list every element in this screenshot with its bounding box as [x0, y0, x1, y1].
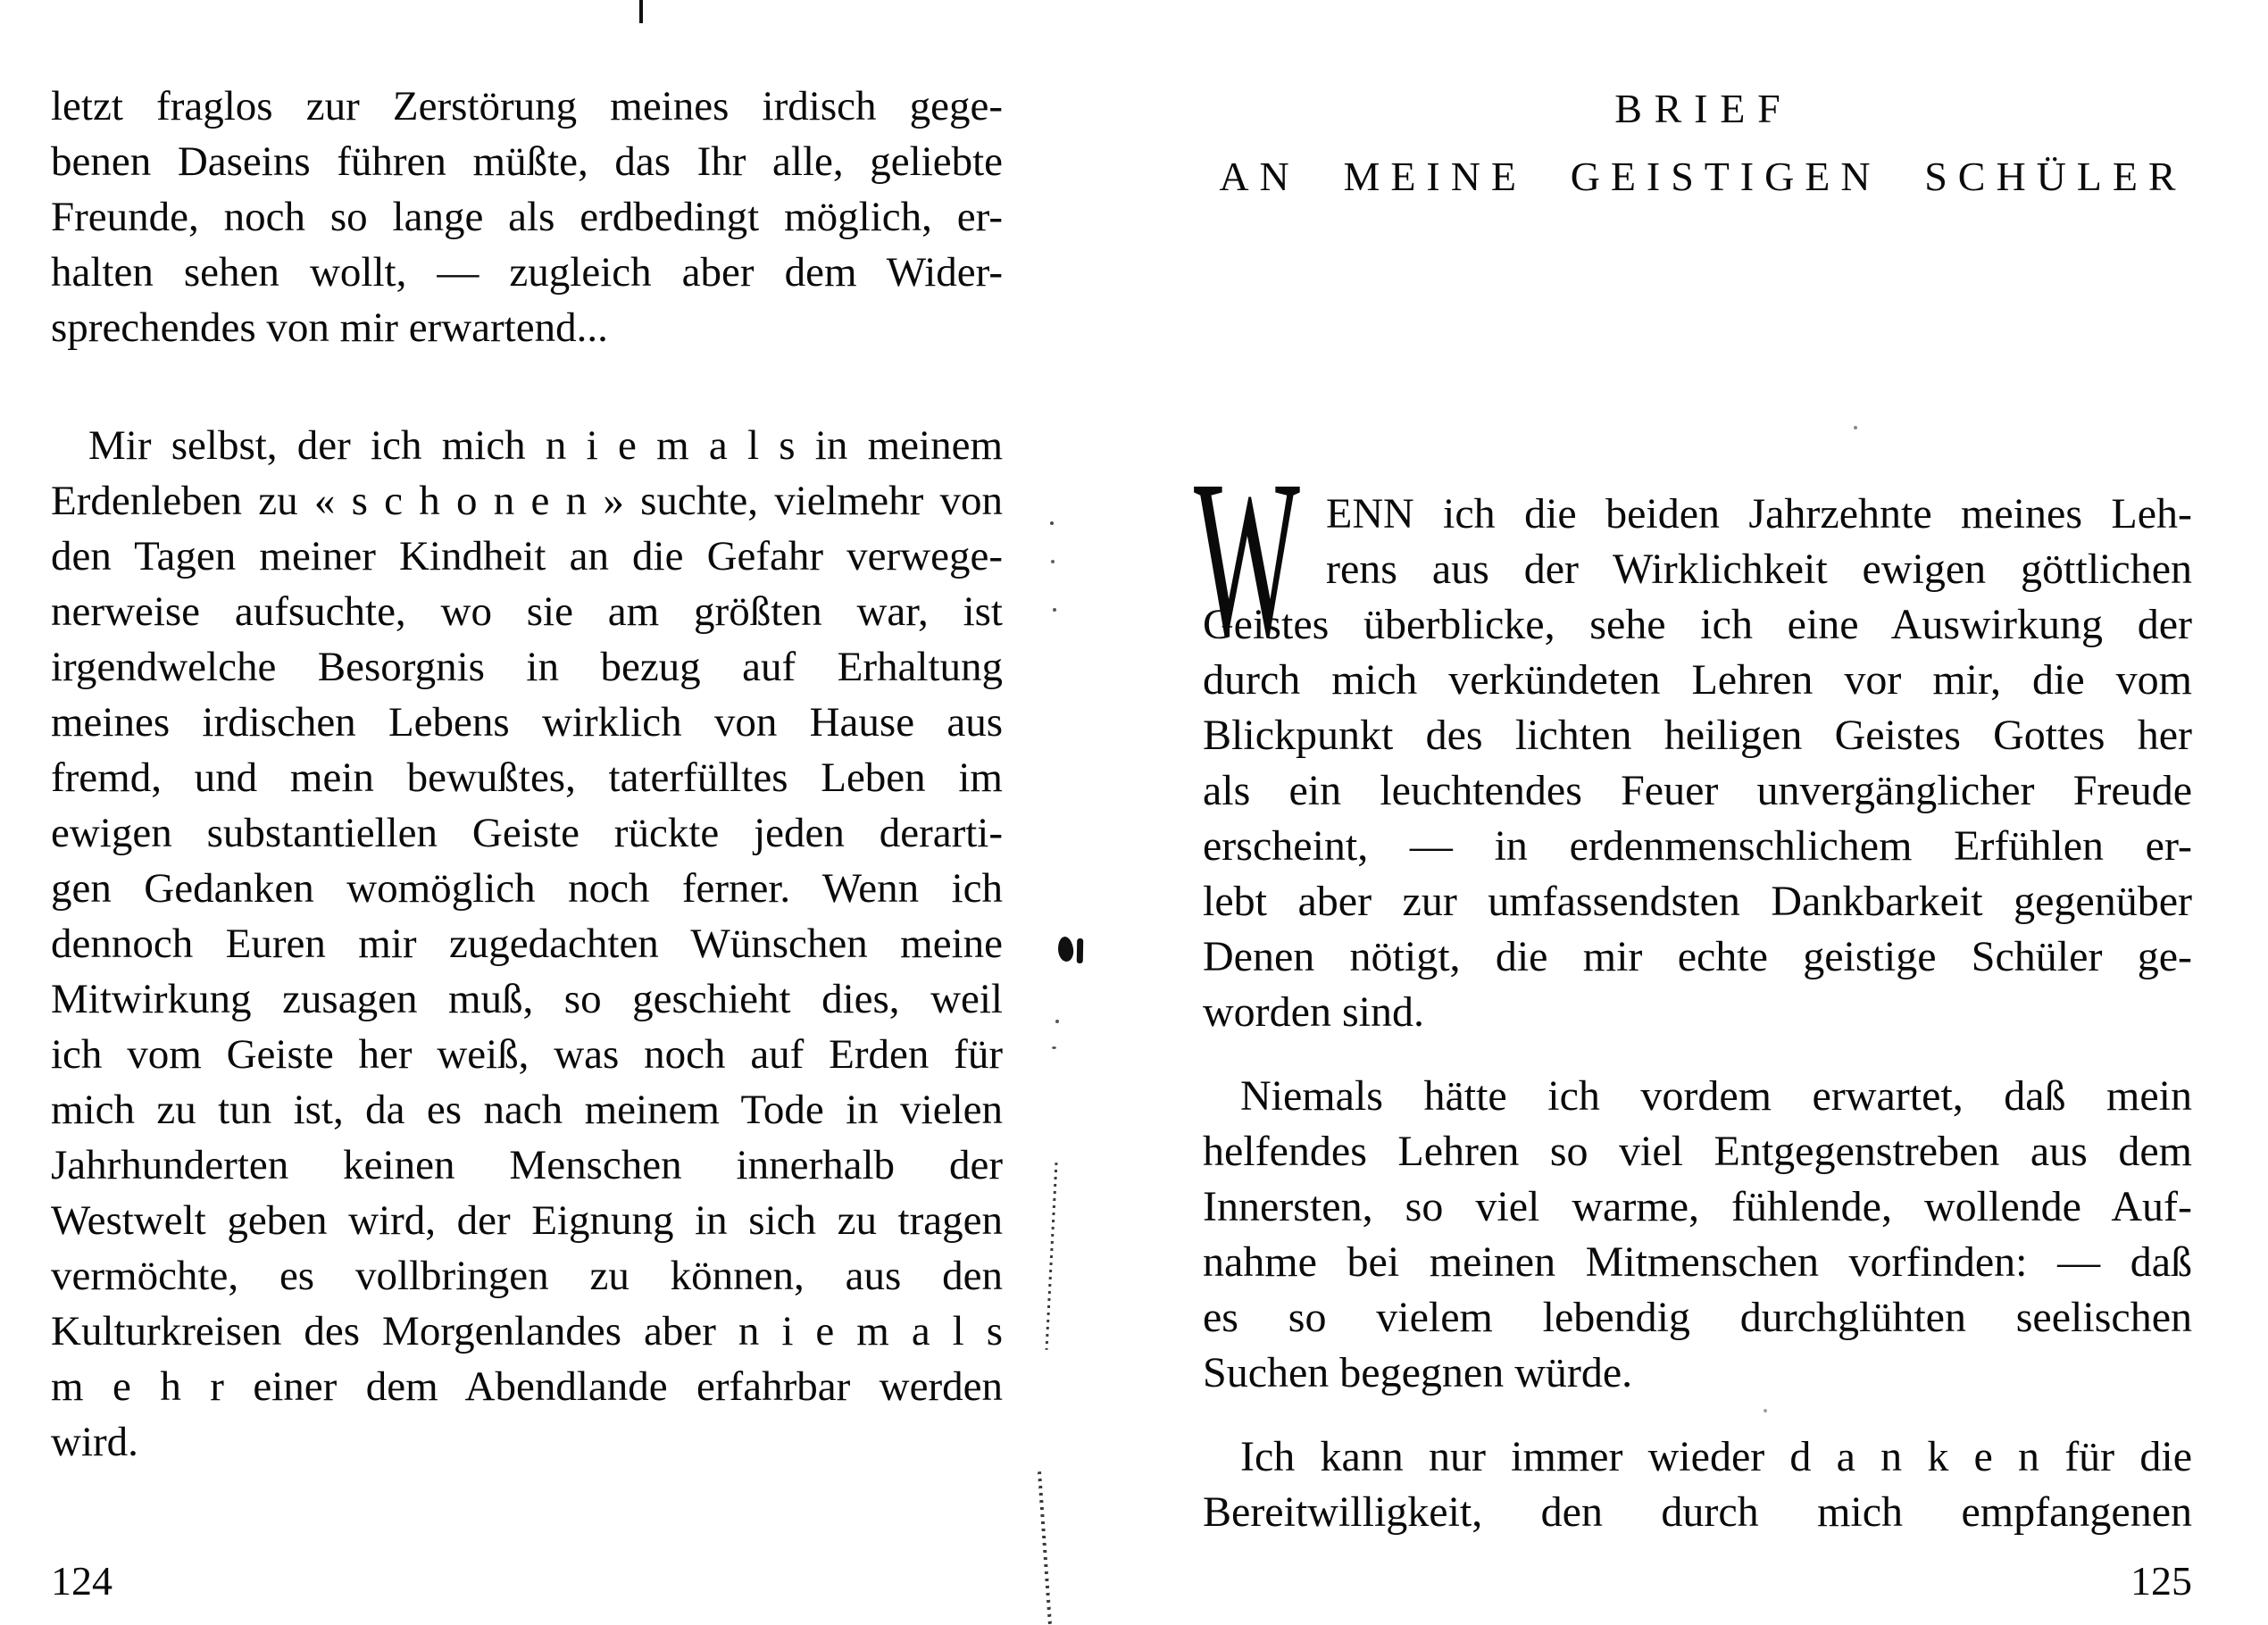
text-line: Innersten, so viel warme, fühlende, wollende Auf- — [1203, 1183, 2192, 1230]
paragraph — [51, 79, 1003, 355]
text-line: fremd, und mein bewußtes, taterfülltes Leben im — [51, 754, 1003, 801]
text-line: ich vom Geiste her weiß, was noch auf Erden für — [51, 1031, 1003, 1078]
left-page-text-column — [51, 79, 1003, 1470]
gutter-speck — [1055, 1020, 1059, 1023]
right-page-text-column — [1194, 433, 2192, 1540]
text-line: vermöchte, es vollbringen zu können, aus den — [51, 1253, 1003, 1299]
text-line: Mir selbst, der ich mich n i e m a l s in meinem — [88, 422, 1003, 469]
left-page-number: 124 — [51, 1558, 113, 1604]
text-line: meines irdischen Lebens wirklich von Hause aus — [51, 699, 1003, 746]
text-line: worden sind. — [1203, 988, 1424, 1036]
text-line: halten sehen wollt, — zugleich aber dem Wider- — [51, 249, 1003, 296]
text-line: nahme bei meinen Mitmenschen vorfinden: — daß — [1203, 1238, 2192, 1286]
text-line: Suchen begegnen würde. — [1203, 1349, 1633, 1396]
binding-scratch — [1046, 1162, 1058, 1350]
text-line: Niemals hätte ich vordem erwartet, daß mein — [1240, 1072, 2192, 1120]
text-line: Kulturkreisen des Morgenlandes aber n i e m a l s — [51, 1308, 1003, 1354]
binding-scratch — [1038, 1471, 1052, 1625]
chapter-title — [1203, 82, 2192, 204]
text-line: helfendes Lehren so viel Entgegenstreben aus dem — [1203, 1128, 2192, 1175]
paragraph — [51, 418, 1003, 1470]
gutter-speck — [1052, 1046, 1056, 1049]
paragraph — [1194, 433, 2192, 1040]
text-line: ENN ich die beiden Jahrzehnte meines Leh- — [1326, 490, 2192, 538]
text-line: gen Gedanken womöglich noch ferner. Wenn ich — [51, 865, 1003, 912]
chapter-title-line-1: BRIEF — [1614, 86, 1793, 131]
text-line: den Tagen meiner Kindheit an die Gefahr verwege- — [51, 533, 1003, 579]
text-line: erscheint, — in erdenmenschlichem Erfühlen er- — [1203, 822, 2192, 870]
text-line: sprechendes von mir erwartend... — [51, 304, 608, 351]
text-line: durch mich verkündeten Lehren vor mir, die vom — [1203, 656, 2192, 704]
text-line: nerweise aufsuchte, wo sie am größten war, ist — [51, 588, 1003, 635]
text-line: Erdenleben zu « s c h o n e n » suchte, vielmehr von — [51, 478, 1003, 524]
gutter-speck — [1053, 608, 1056, 612]
text-line: Jahrhunderten keinen Menschen innerhalb der — [51, 1142, 1003, 1188]
text-line: Mitwirkung zusagen muß, so geschieht dies, weil — [51, 976, 1003, 1022]
text-line: wird. — [51, 1419, 138, 1465]
text-line: es so vielem lebendig durchglühten seelischen — [1203, 1294, 2192, 1341]
text-line: benen Daseins führen müßte, das Ihr alle, geliebte — [51, 138, 1003, 185]
text-line: Blickpunkt des lichten heiligen Geistes Gottes her — [1203, 712, 2192, 759]
text-line: Bereitwilligkeit, den durch mich empfangenen — [1203, 1488, 2192, 1536]
scan-tick-mark — [639, 0, 643, 23]
gutter-speck — [1051, 560, 1055, 563]
gutter-speck — [1050, 521, 1054, 525]
text-line: Westwelt geben wird, der Eignung in sich zu tragen — [51, 1197, 1003, 1244]
text-line: mich zu tun ist, da es nach meinem Tode in vielen — [51, 1087, 1003, 1133]
text-line: Ich kann nur immer wieder d a n k e n für die — [1240, 1433, 2192, 1480]
right-page-number: 125 — [2130, 1558, 2192, 1604]
text-line: als ein leuchtendes Feuer unvergänglicher Freude — [1203, 767, 2192, 814]
page-speck — [1854, 426, 1857, 429]
ink-blot-bar — [1077, 938, 1083, 963]
chapter-title-line-2: AN MEINE GEISTIGEN SCHÜLER — [1219, 154, 2187, 199]
ink-blot — [1057, 936, 1075, 962]
paragraph — [1203, 1069, 2192, 1401]
text-line: letzt fraglos zur Zerstörung meines irdisch gege- — [51, 83, 1003, 129]
text-line: Freunde, noch so lange als erdbedingt möglich, er- — [51, 194, 1003, 240]
text-line: irgendwelche Besorgnis in bezug auf Erhaltung — [51, 644, 1003, 690]
text-line: Denen nötigt, die mir echte geistige Schüler ge- — [1203, 933, 2192, 980]
text-line: dennoch Euren mir zugedachten Wünschen meine — [51, 921, 1003, 967]
text-line: m e h r einer dem Abendlande erfahrbar werden — [51, 1363, 1003, 1410]
text-line: rens aus der Wirklichkeit ewigen göttlichen — [1326, 546, 2192, 593]
text-line: ewigen substantiellen Geiste rückte jeden derarti- — [51, 810, 1003, 856]
drop-cap: W — [1194, 433, 1300, 683]
text-line: lebt aber zur umfassendsten Dankbarkeit gegenüber — [1203, 878, 2192, 925]
text-line: Geistes überblicke, sehe ich eine Auswirkung der — [1203, 601, 2192, 648]
page-speck — [1764, 1409, 1767, 1412]
paragraph — [1203, 1429, 2192, 1540]
